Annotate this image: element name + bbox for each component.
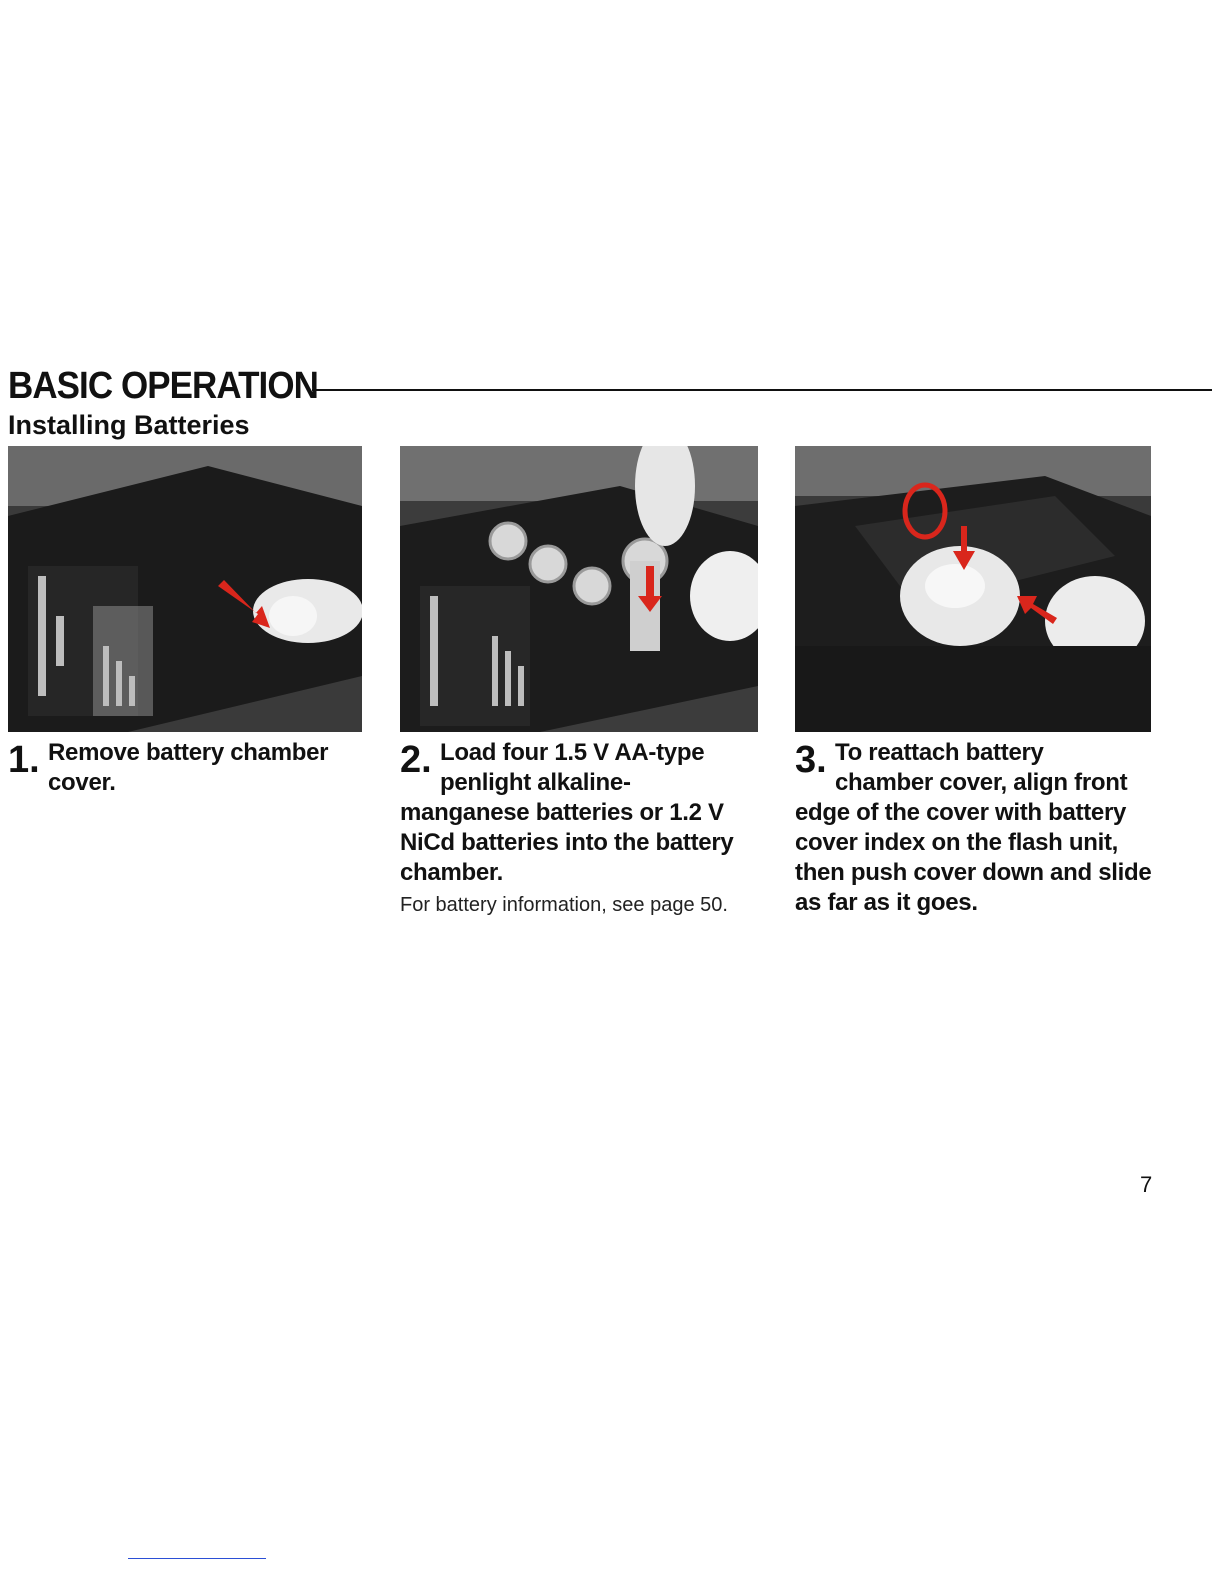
step-instruction-line: chamber cover, align front xyxy=(835,769,1128,796)
title-rule xyxy=(312,389,1212,391)
step-instruction-line: Load four 1.5 V AA-type xyxy=(440,739,705,766)
step-number: 3. xyxy=(795,739,827,781)
step-instruction xyxy=(795,738,1155,918)
step-instruction xyxy=(400,738,758,888)
footer-rule xyxy=(128,1558,266,1559)
step-instruction-line: manganese batteries or 1.2 V NiCd batteries into the battery chamber. xyxy=(400,799,734,886)
photo-remove-cover xyxy=(8,446,362,732)
photo-reattach-cover xyxy=(795,446,1151,732)
step-instruction xyxy=(8,738,373,798)
page-number: 7 xyxy=(1140,1172,1153,1197)
photo-load-batteries xyxy=(400,446,758,732)
step-1 xyxy=(8,738,373,798)
step-instruction-line: edge of the cover with battery cover index on the flash unit, then push cover down and slide as far as it goes. xyxy=(795,799,1152,916)
subtitle: Installing Batteries xyxy=(8,410,250,440)
step-3 xyxy=(795,738,1155,918)
step-instruction-line: penlight alkaline- xyxy=(440,769,631,796)
section-title: BASIC OPERATION xyxy=(8,365,318,407)
step-instruction-line: cover. xyxy=(48,769,116,796)
step-number: 1. xyxy=(8,739,40,781)
step-2 xyxy=(400,738,758,918)
step-number: 2. xyxy=(400,739,432,781)
step-note: For battery information, see page 50. xyxy=(400,894,728,916)
step-instruction-line: To reattach battery xyxy=(835,739,1044,766)
step-instruction-line: Remove battery chamber xyxy=(48,739,329,766)
